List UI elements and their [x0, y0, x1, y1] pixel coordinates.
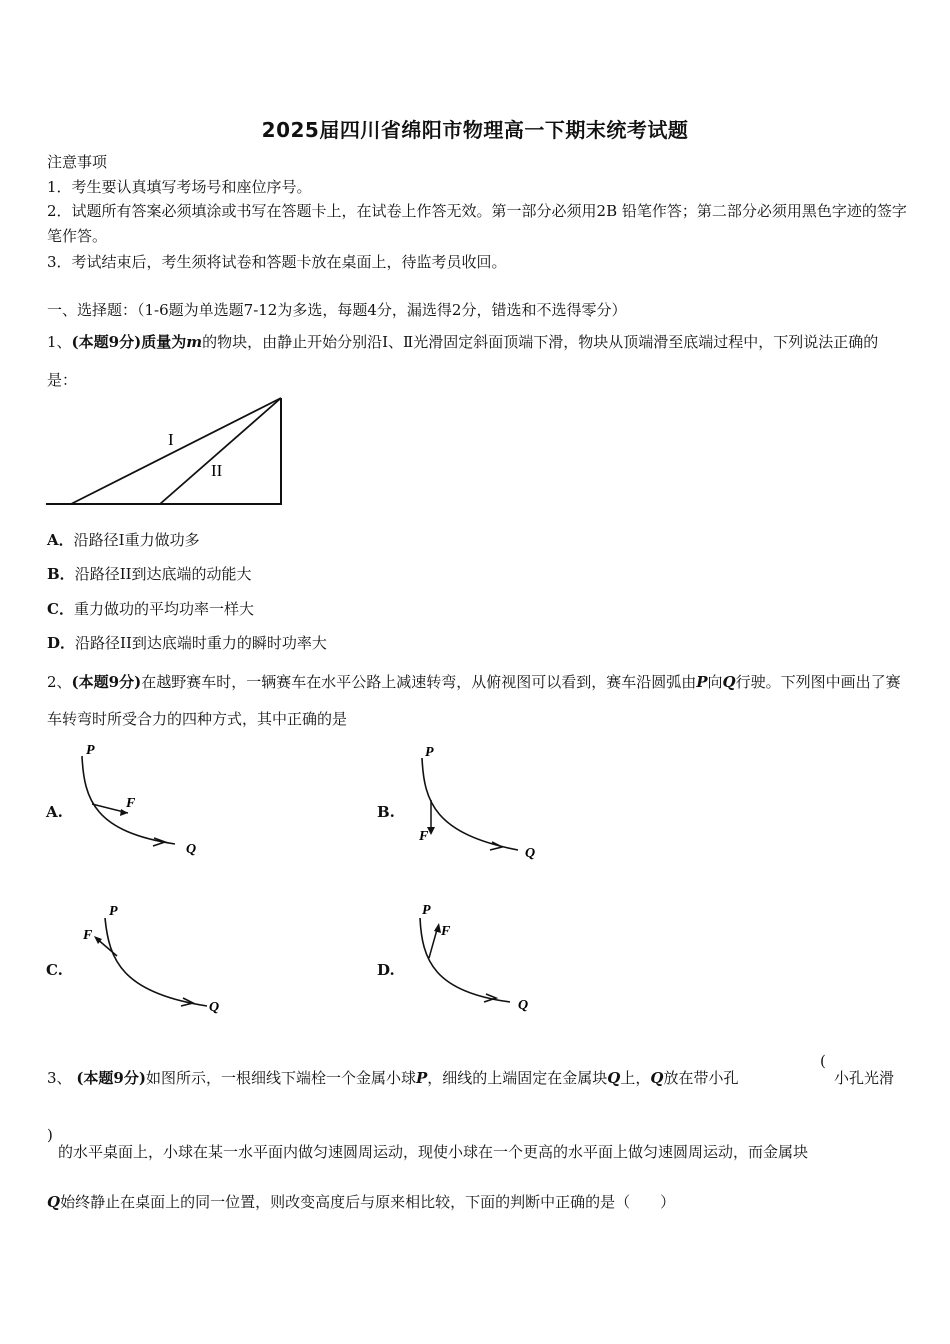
q2-option-a-label[interactable]: A.	[46, 803, 63, 821]
q1-option-a[interactable]: A．沿路径Ⅰ重力做功多	[47, 531, 200, 549]
svg-text:P: P	[109, 904, 118, 919]
question-1-stem: 1、(本题9分)质量为m的物块，由静止开始分别沿Ⅰ、Ⅱ光滑固定斜面顶端下滑，物块从顶端滑至底端过程中，下列说法正确的是：	[47, 333, 879, 389]
q2-option-c-figure[interactable]	[75, 898, 235, 1020]
question-3-line-3: Q始终静止在桌面上的同一位置，则改变高度后与原来相比较，下面的判断中正确的是（ ）	[47, 1193, 676, 1211]
question-3-line-2: 的水平桌面上，小球在某一水平面内做匀速圆周运动，现使小球在一个更高的水平面上做匀速圆周运动，而金属块	[58, 1143, 809, 1161]
notice-item-3: 3．考试结束后，考生须将试卷和答题卡放在桌面上，待监考员收回。	[47, 253, 507, 271]
q2-option-c-label[interactable]: C.	[46, 961, 63, 979]
notice-item-2: 2．试题所有答案必须填涂或书写在答题卡上，在试卷上作答无效。第一部分必须用2B 铅笔作答；第二部分必须用黑色字迹的签字笔作答。	[47, 202, 907, 245]
q2-option-d-label[interactable]: D.	[377, 961, 395, 979]
section-heading: 一、选择题：（1-6题为单选题7-12为多选，每题4分，漏选得2分，错选和不选得零分）	[47, 301, 627, 319]
path-1-label: I	[168, 430, 174, 449]
q1-option-d[interactable]: D．沿路径II到达底端时重力的瞬时功率大	[47, 634, 327, 652]
notice-item-1: 1．考生要认真填写考场号和座位序号。	[47, 178, 312, 196]
svg-text:P: P	[86, 743, 95, 758]
svg-text:Q: Q	[518, 998, 529, 1013]
incline-path-2	[160, 398, 281, 504]
q1-option-b[interactable]: B．沿路径II到达底端的动能大	[47, 565, 252, 583]
svg-text:F: F	[419, 829, 429, 844]
question-3-line-1: 3、 (本题9分)如图所示，一根细线下端栓一个金属小球P，细线的上端固定在金属块Q上，Q放在带小孔	[47, 1069, 739, 1087]
q2-option-b-label[interactable]: B.	[377, 803, 395, 821]
svg-text:Q: Q	[186, 842, 197, 857]
svg-text:Q: Q	[525, 846, 536, 861]
q2-option-b-figure[interactable]	[410, 740, 550, 862]
q2-option-d-figure[interactable]	[410, 898, 550, 1020]
incline-figure	[44, 394, 286, 510]
question-2-stem: 2、(本题9分)在越野赛车时，一辆赛车在水平公路上减速转弯，从俯视图可以看到，赛车沿圆弧由P向Q行驶。下列图中画出了赛车转弯时所受合力的四种方式，其中正确的是	[47, 673, 901, 728]
svg-text:P: P	[422, 903, 431, 918]
q2-option-a-figure[interactable]	[70, 740, 210, 862]
paren-open: (	[820, 1052, 826, 1070]
svg-text:F: F	[83, 928, 93, 943]
svg-text:P: P	[425, 745, 434, 760]
path-2-label: II	[211, 461, 223, 480]
question-3-hole-note: 小孔光滑	[834, 1069, 895, 1087]
svg-text:F: F	[126, 796, 136, 811]
svg-text:F: F	[441, 924, 451, 939]
paren-close: )	[47, 1126, 53, 1144]
notice-heading: 注意事项	[47, 153, 108, 171]
page-title: 2025届四川省绵阳市物理高一下期末统考试题	[261, 118, 689, 142]
incline-path-1	[71, 398, 281, 504]
svg-text:Q: Q	[209, 1000, 220, 1015]
q1-option-c[interactable]: C．重力做功的平均功率一样大	[47, 600, 254, 618]
